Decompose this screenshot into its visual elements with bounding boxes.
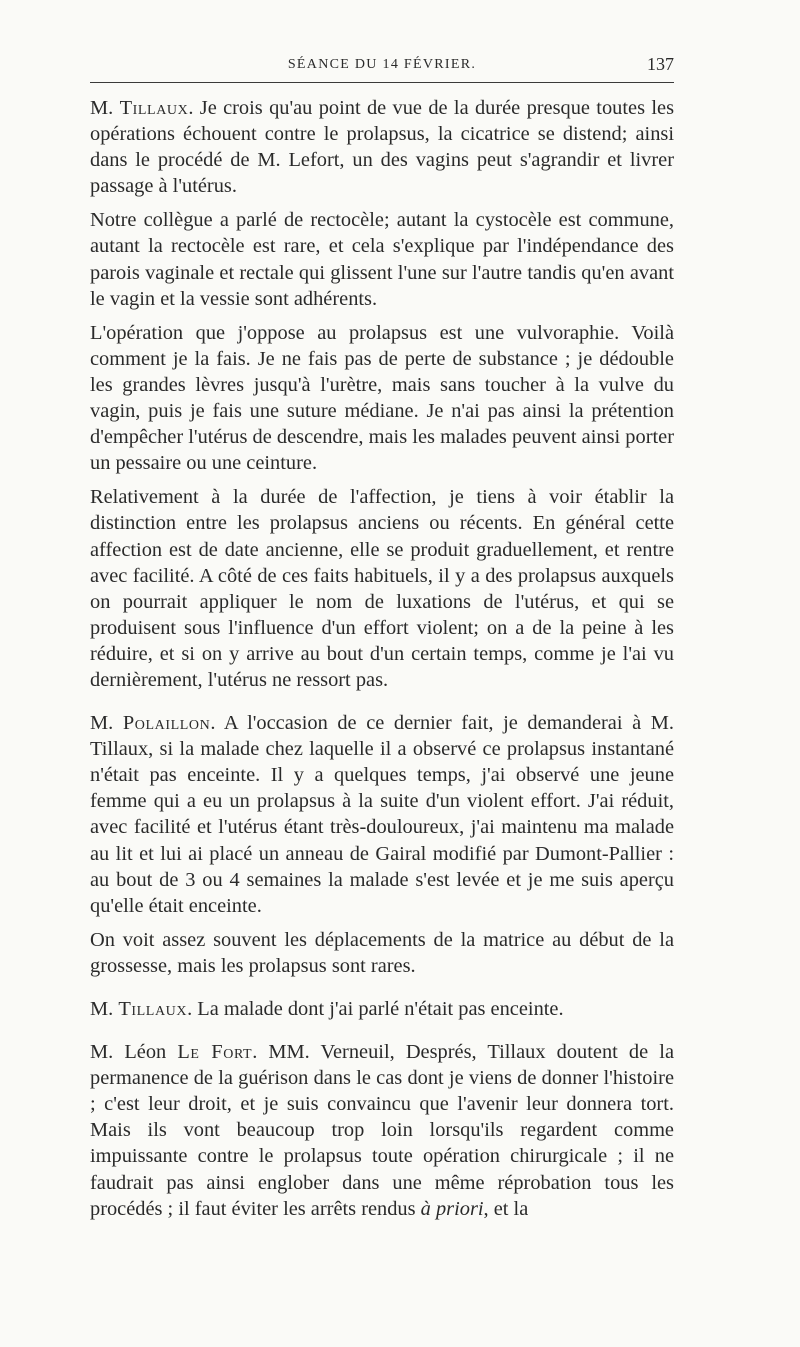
header-rule	[90, 82, 674, 83]
speaker-prefix: M.	[90, 712, 123, 735]
paragraph-le-fort	[90, 1039, 674, 1222]
paragraph-vulvoraphie	[90, 320, 674, 477]
italic-phrase: à priori	[420, 1197, 484, 1220]
paragraph-polaillon	[90, 710, 674, 919]
paragraph-text: . MM. Verneuil, Després, Tillaux doutent de la permanence de la guérison dans le cas dont je viens de donner l'histoire ; c'est leur droit, et je suis convaincu que l'avenir leur donnera tort. Mais ils vont beaucoup trop loin lorsqu'ils regardent comme impuissante contre le prolapsus toute opération chirurgicale ; il ne faudrait pas ainsi englober dans une même réprobation tous les procédés ; il faut éviter les arrêts rendus	[90, 1041, 674, 1220]
speaker-name: Tillaux	[119, 97, 189, 119]
paragraph-rectocele	[90, 207, 674, 311]
paragraph-tillaux-1	[90, 95, 674, 199]
paragraph-text: Notre collègue a parlé de rectocèle; autant la cystocèle est commune, autant la rectocèle est rare, et cela s'explique par l'indépendance des parois vaginale et rectale qui glissent l'une sur l'autre tandis qu'en avant le vagin et la vessie sont adhérents.	[90, 209, 674, 310]
body-text	[90, 95, 674, 1222]
paragraph-text-end: , et la	[483, 1197, 529, 1220]
speaker-prefix: M. Léon	[90, 1041, 178, 1064]
speaker-name: Polaillon	[122, 712, 211, 735]
paragraph-tillaux-2	[90, 996, 674, 1022]
speaker-name: Le Fort	[177, 1041, 253, 1064]
paragraph-duree-affection	[90, 484, 674, 693]
page-number: 137	[647, 54, 674, 74]
page	[90, 0, 674, 1222]
paragraph-text: On voit assez souvent les déplacements de la matrice au début de la grossesse, mais les prolapsus sont rares.	[90, 928, 674, 977]
speaker-prefix: M.	[90, 97, 120, 119]
paragraph-text: . La malade dont j'ai parlé n'était pas enceinte.	[187, 998, 564, 1020]
running-head	[90, 0, 674, 92]
paragraph-text: . A l'occasion de ce dernier fait, je demanderai à M. Tillaux, si la malade chez laquelle il a observé ce prolapsus instantané n'était pas enceinte. Il y a quelques temps, j'ai observé une jeune femme qui a eu un prolapsus à la suite d'un violent effort. J'ai réduit, avec facilité et l'utérus étant très-douloureux, j'ai maintenu ma malade au lit et lui ai placé un anneau de Gairal modifié par Dumont-Pallier : au bout de 3 ou 4 semaines la malade s'est levée et je me suis aperçu qu'elle était enceinte.	[90, 712, 674, 917]
speaker-prefix: M.	[90, 998, 119, 1020]
paragraph-text: Relativement à la durée de l'affection, je tiens à voir établir la distinction entre les prolapsus anciens ou récents. En général cette affection est de date ancienne, elle se produit graduellement, et rentre avec facilité. A côté de ces faits habituels, il y a des prolapsus auxquels on pourrait appliquer le nom de luxations de l'utérus, et qui se produisent sous l'influence d'un effort violent; on a de la peine à les réduire, et si on y arrive au bout d'un certain temps, comme je l'ai vu dernièrement, l'utérus ne ressort pas.	[90, 486, 674, 691]
paragraph-grossesse	[90, 927, 674, 979]
paragraph-text: L'opération que j'oppose au prolapsus est une vulvoraphie. Voilà comment je la fais. Je ne fais pas de perte de substance ; je dédouble les grandes lèvres jusqu'à l'urètre, mais sans toucher à la vulve du vagin, puis je fais une suture médiane. Je n'ai pas ainsi la prétention d'empêcher l'utérus de descendre, mais les malades peuvent ainsi porter un pessaire ou une ceinture.	[90, 321, 674, 475]
running-title: SÉANCE DU 14 FÉVRIER.	[287, 57, 477, 72]
paragraph-text: . Je crois qu'au point de vue de la durée presque toutes les opérations échouent contre le prolapsus, la cicatrice se distend; ainsi dans le procédé de M. Lefort, un des vagins peut s'agrandir et livrer passage à l'utérus.	[90, 97, 675, 198]
speaker-name: Tillaux	[118, 998, 188, 1020]
